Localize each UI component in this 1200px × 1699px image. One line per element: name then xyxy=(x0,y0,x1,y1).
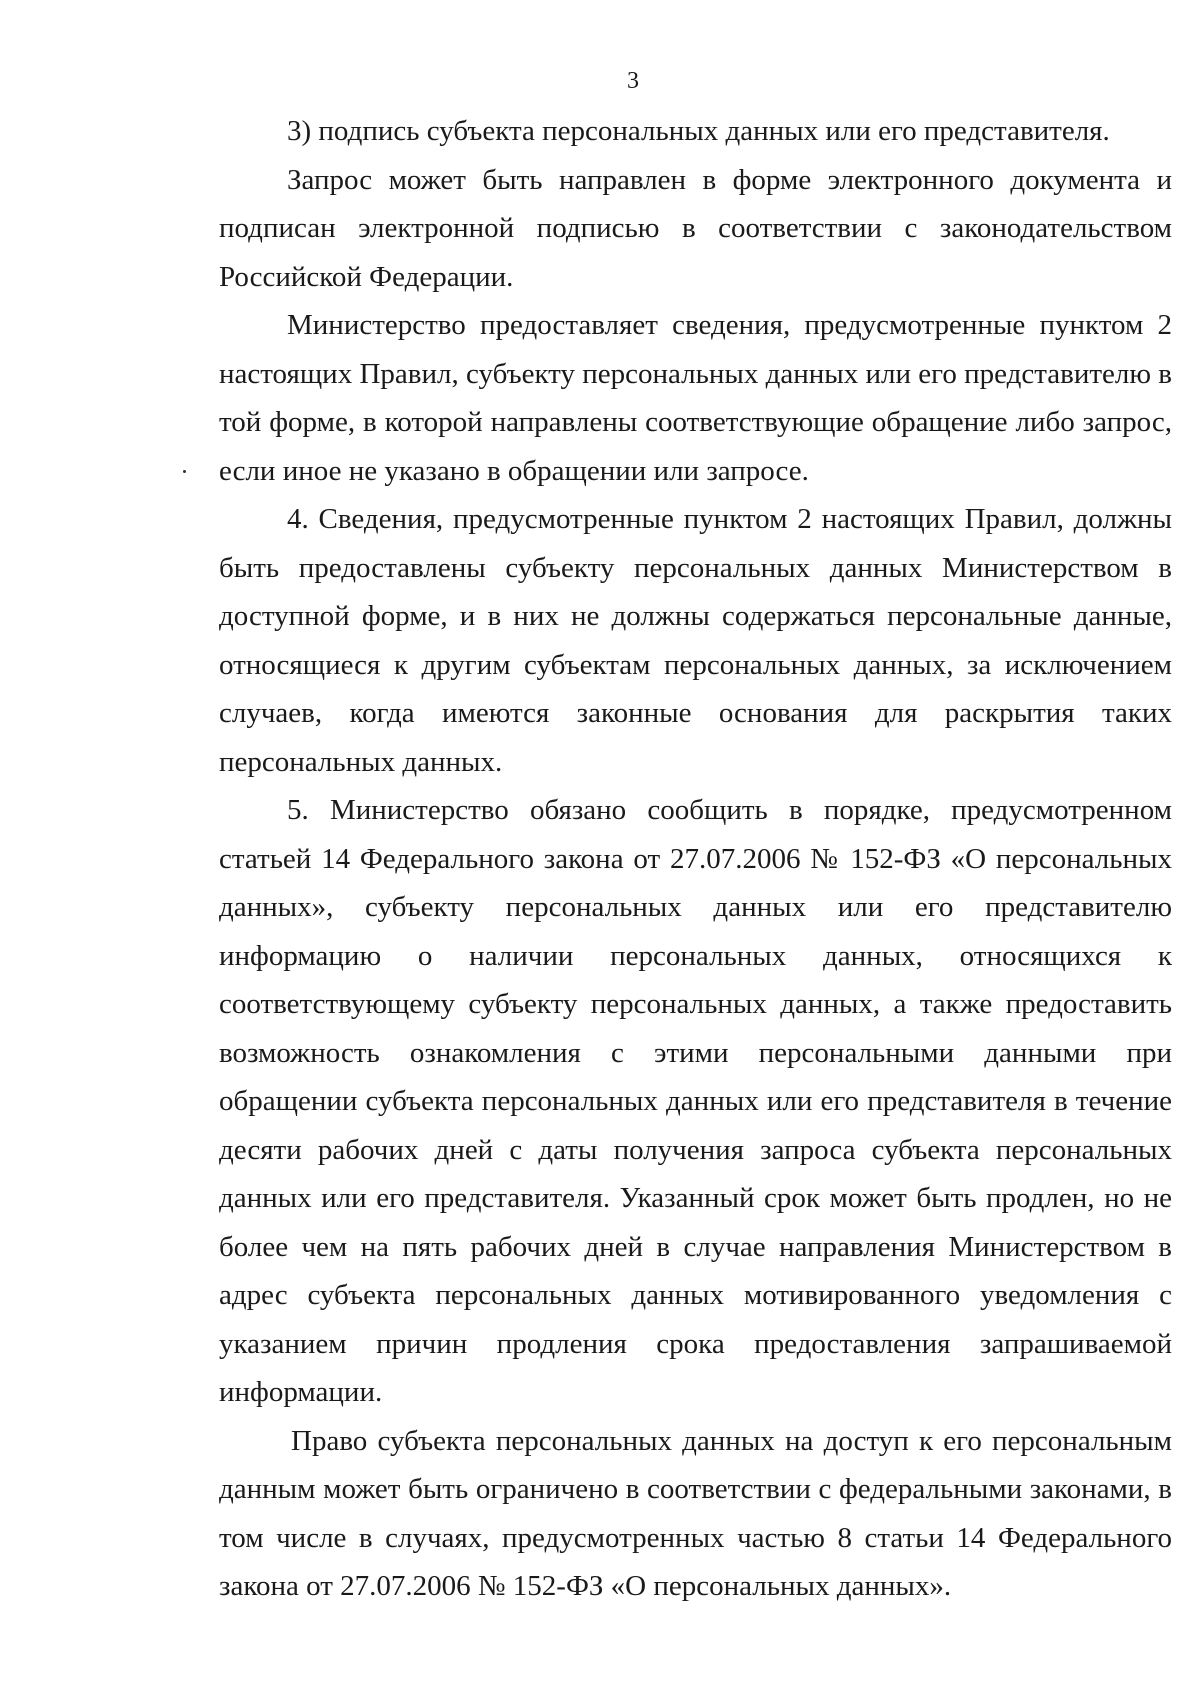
paragraph-access-limitation: Право субъекта персональных данных на доступ к его персональным данным может быть ограничено в соответствии с федеральными законами, в том числе в случаях, предусмотренных частью 8 статьи 14 Федерального закона от 27.07.2006 № 152-ФЗ «О персональных данных». xyxy=(219,1424,1172,1602)
document-body xyxy=(219,107,1172,1611)
paragraph-item-3-signature: 3) подпись субъекта персональных данных или его представителя. xyxy=(287,115,1110,147)
paragraph-ministry-provides: Министерство предоставляет сведения, предусмотренные пунктом 2 настоящих Правил, субъекту персональных данных или его представителю в той форме, в которой направлены соответствующие обращение либо запрос, если иное не указано в обращении или запросе. xyxy=(219,309,1172,487)
scan-speck xyxy=(183,470,186,473)
page-number: 3 xyxy=(627,68,639,94)
paragraph-electronic-request: Запрос может быть направлен в форме электронного документа и подписан электронной подписью в соответствии с законодательством Российской Федерации. xyxy=(219,163,1172,293)
paragraph-clause-4: 4. Сведения, предусмотренные пунктом 2 настоящих Правил, должны быть предоставлены субъекту персональных данных Министерством в доступной форме, и в них не должны содержаться персональные данные, относящиеся к другим субъектам персональных данных, за исключением случаев, когда имеются законные основания для раскрытия таких персональных данных. xyxy=(219,503,1172,778)
paragraph-clause-5: 5. Министерство обязано сообщить в порядке, предусмотренном статьей 14 Федерального закона от 27.07.2006 № 152-ФЗ «О персональных данных», субъекту персональных данных или его представителю информацию о наличии персональных данных, относящихся к соответствующему субъекту персональных данных, а также предоставить возможность ознакомления с этими персональными данными при обращении субъекта персональных данных или его представителя в течение десяти рабочих дней с даты получения запроса субъекта персональных данных или его представителя. Указанный срок может быть продлен, но не более чем на пять рабочих дней в случае направления Министерством в адрес субъекта персональных данных мотивированного уведомления с указанием причин продления срока предоставления запрашиваемой информации. xyxy=(219,794,1172,1408)
